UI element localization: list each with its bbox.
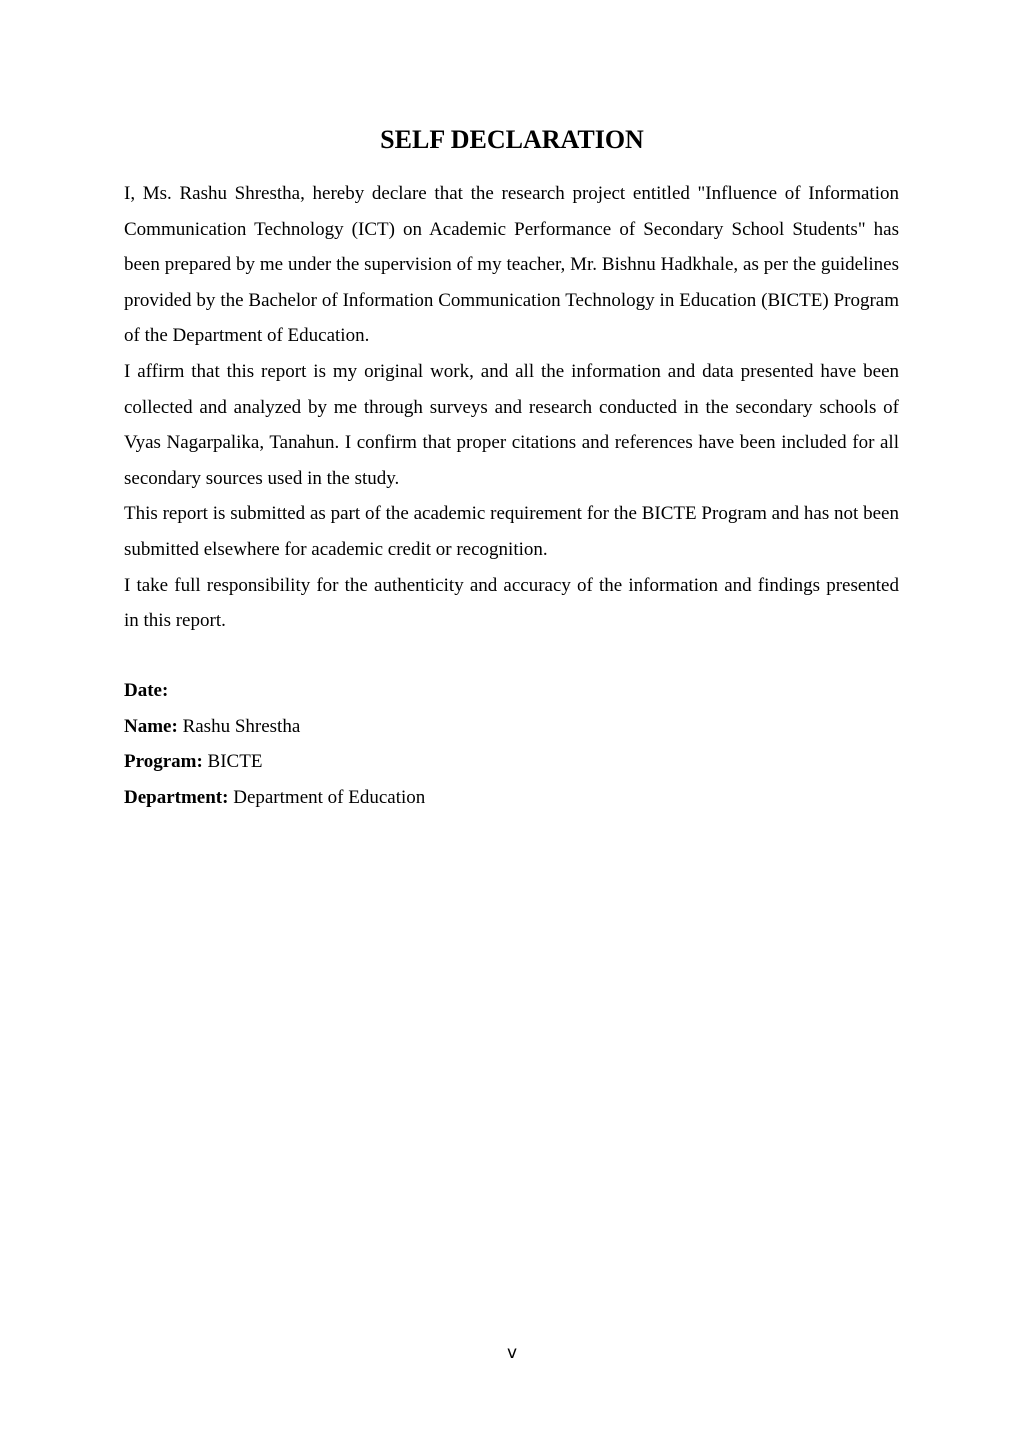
department-value: Department of Education: [233, 786, 426, 808]
date-field: [124, 673, 899, 709]
name-value: Rashu Shrestha: [182, 715, 301, 737]
declaration-paragraph-1: I, Ms. Rashu Shrestha, hereby declare that the research project entitled "Influence of Information Communication Technology (ICT) on Academic Performance of Secondary School Students" has been prepared by me under the supervision of my teacher, Mr. Bishnu Hadkhale, as per the guidelines provided by the Bachelor of Information Communication Technology in Education (BICTE) Program of the Department of Education.: [124, 183, 899, 347]
page-title: SELF DECLARATION: [380, 125, 644, 154]
name-field: [124, 709, 899, 745]
declaration-fields: [124, 673, 899, 815]
department-label: Department:: [124, 786, 229, 808]
date-label: Date:: [124, 680, 169, 701]
program-value: BICTE: [207, 751, 263, 773]
declaration-body: [124, 176, 899, 639]
program-field: [124, 744, 899, 780]
department-field: [124, 780, 899, 816]
declaration-paragraph-2: I affirm that this report is my original work, and all the information and data presented have been collected and analyzed by me through surveys and research conducted in the secondary schools of Vyas Nagarpalika, Tanahun. I confirm that proper citations and references have been included for all secondary sources used in the study.: [124, 360, 899, 489]
program-label: Program:: [124, 751, 203, 773]
name-label: Name:: [124, 715, 178, 737]
page-number: v: [506, 1343, 518, 1363]
declaration-paragraph-4: I take full responsibility for the authenticity and accuracy of the information and findings presented in this report.: [124, 574, 899, 632]
declaration-paragraph-3: This report is submitted as part of the academic requirement for the BICTE Program and has not been submitted elsewhere for academic credit or recognition.: [124, 503, 899, 560]
